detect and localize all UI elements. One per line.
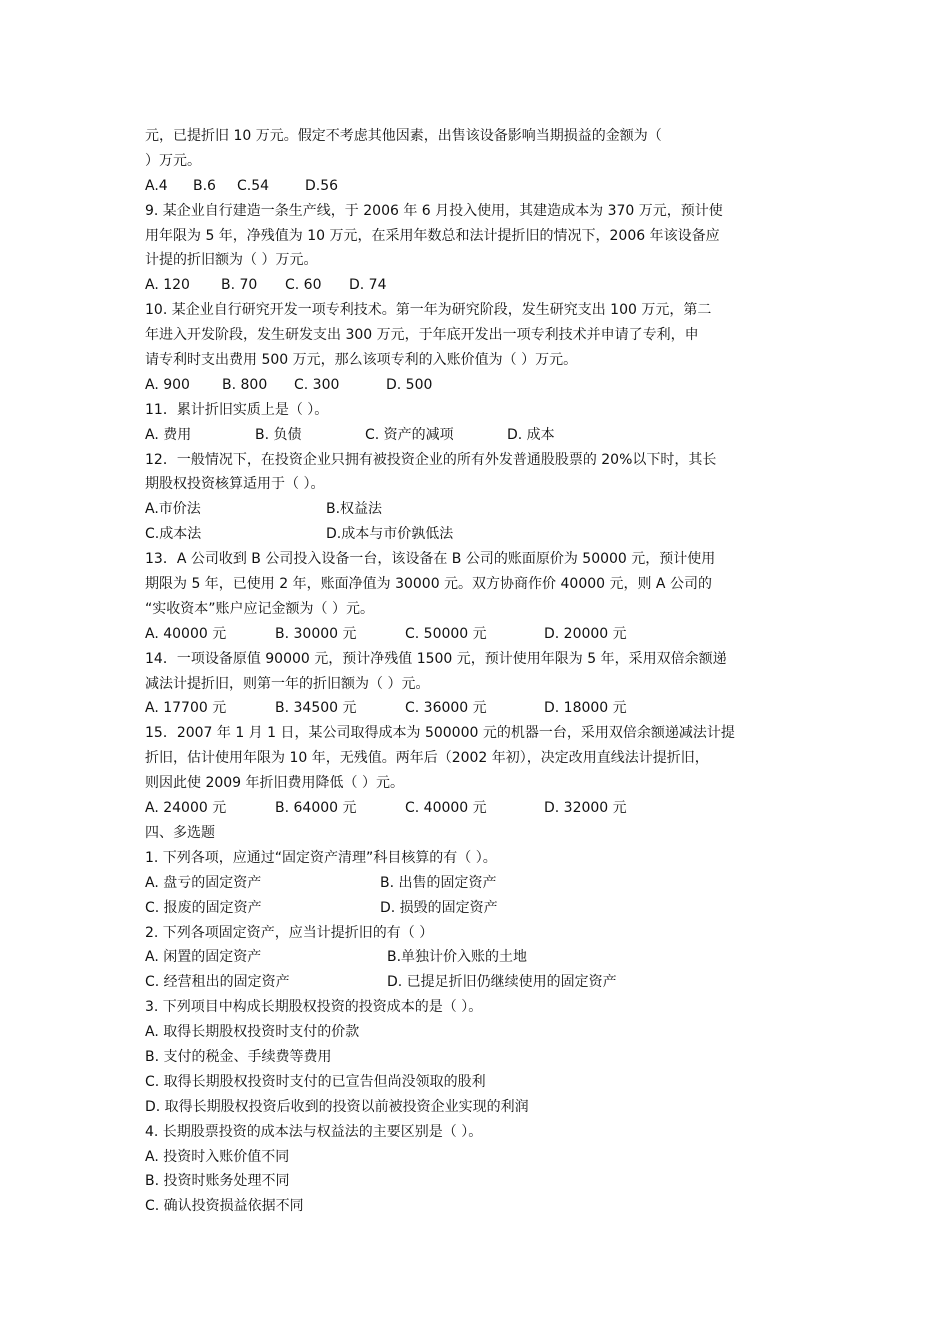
- option-c: C.54: [237, 177, 270, 194]
- option-c: C. 50000 元: [405, 625, 487, 642]
- text-line: 期限为 5 年，已使用 2 年，账面净值为 30000 元。双方协商作价 40000 元，则 A 公司的: [145, 576, 712, 593]
- options-row-q11: [145, 423, 825, 448]
- option-b: B. 70: [221, 277, 258, 294]
- option-d: D. 74: [349, 277, 387, 294]
- option-c: C.成本法: [145, 526, 202, 543]
- options-row-q12a: [145, 497, 825, 522]
- option-a: A.市价法: [145, 501, 201, 518]
- option-d: D. 20000 元: [544, 625, 627, 642]
- options-row-m2a: [145, 945, 825, 970]
- text-line: 折旧，估计使用年限为 10 年，无残值。两年后（2002 年初），决定改用直线法计提折旧，: [145, 750, 709, 767]
- option-d: D. 取得长期股权投资后收到的投资以前被投资企业实现的利润: [145, 1098, 529, 1115]
- text-line: 年进入开发阶段，发生研发支出 300 万元，于年底开发出一项专利技术并申请了专利，申: [145, 327, 699, 344]
- option-a: A. 24000 元: [145, 800, 227, 817]
- option-a: A. 取得长期股权投资时支付的价款: [145, 1024, 360, 1041]
- section-heading: 四、多选题: [145, 824, 215, 841]
- option-d: D. 500: [386, 376, 433, 393]
- option-c: C. 经营租出的固定资产: [145, 974, 290, 991]
- option-c: C. 报废的固定资产: [145, 899, 262, 916]
- option-d: D.56: [305, 177, 339, 194]
- option-d: D. 32000 元: [544, 800, 627, 817]
- option-a: A. 盘亏的固定资产: [145, 874, 262, 891]
- option-b: B. 800: [222, 376, 268, 393]
- option-c: C. 300: [294, 376, 340, 393]
- option-a: A. 40000 元: [145, 625, 227, 642]
- option-a: A. 投资时入账价值不同: [145, 1148, 290, 1165]
- document-body: [145, 124, 825, 1219]
- option-d: D. 损毁的固定资产: [380, 899, 498, 916]
- text-line: 期股权投资核算适用于（ ）。: [145, 476, 325, 493]
- option-b: B.单独计价入账的土地: [387, 949, 528, 966]
- option-b: B. 30000 元: [275, 625, 357, 642]
- option-b: B. 64000 元: [275, 800, 357, 817]
- option-c: C. 确认投资损益依据不同: [145, 1198, 304, 1215]
- option-c: C. 36000 元: [405, 700, 487, 717]
- option-d: D.成本与市价孰低法: [326, 526, 454, 543]
- multi-question-2: 2. 下列各项固定资产，应当计提折旧的有（ ）: [145, 924, 434, 941]
- options-row-q12b: [145, 522, 825, 547]
- option-a: A. 120: [145, 277, 190, 294]
- options-row-q13: [145, 622, 825, 647]
- multi-question-1: 1. 下列各项，应通过“固定资产清理”科目核算的有（ ）。: [145, 849, 497, 866]
- text-line: 计提的折旧额为（ ）万元。: [145, 252, 318, 269]
- options-row-q14: [145, 696, 825, 721]
- options-row-q15: [145, 796, 825, 821]
- option-b: B. 负债: [255, 426, 302, 443]
- option-a: A.4: [145, 177, 168, 194]
- options-row-q10: [145, 373, 825, 398]
- option-b: B.6: [193, 177, 216, 194]
- text-line: 请专利时支出费用 500 万元，那么该项专利的入账价值为（ ）万元。: [145, 352, 578, 369]
- text-line: 减法计提折旧，则第一年的折旧额为（ ）元。: [145, 675, 430, 692]
- option-a: A. 闲置的固定资产: [145, 949, 262, 966]
- option-b: B.权益法: [326, 501, 383, 518]
- option-c: C. 取得长期股权投资时支付的已宣告但尚没领取的股利: [145, 1073, 486, 1090]
- multi-question-3: 3. 下列项目中构成长期股权投资的投资成本的是（ ）。: [145, 999, 483, 1016]
- option-d: D. 已提足折旧仍继续使用的固定资产: [387, 974, 617, 991]
- option-a: A. 900: [145, 376, 190, 393]
- text-line: 则因此使 2009 年折旧费用降低（ ）元。: [145, 775, 404, 792]
- multi-question-4: 4. 长期股票投资的成本法与权益法的主要区别是（ ）。: [145, 1123, 483, 1140]
- option-c: C. 40000 元: [405, 800, 487, 817]
- option-a: A. 费用: [145, 426, 192, 443]
- option-b: B. 出售的固定资产: [380, 874, 497, 891]
- text-line: ）万元。: [145, 152, 201, 169]
- option-b: B. 支付的税金、手续费等费用: [145, 1048, 332, 1065]
- question-9: 9. 某企业自行建造一条生产线，于 2006 年 6 月投入使用，其建造成本为 370 万元，预计使: [145, 202, 723, 219]
- option-a: A. 17700 元: [145, 700, 227, 717]
- options-row-m1b: [145, 896, 825, 921]
- question-13: 13．A 公司收到 B 公司投入设备一台，该设备在 B 公司的账面原价为 50000 元，预计使用: [145, 551, 716, 568]
- question-14: 14．一项设备原值 90000 元，预计净残值 1500 元，预计使用年限为 5 年，采用双倍余额递: [145, 650, 727, 667]
- text-line: 用年限为 5 年，净残值为 10 万元，在采用年数总和法计提折旧的情况下，2006 年该设备应: [145, 227, 720, 244]
- option-c: C. 60: [285, 277, 322, 294]
- text-line: “实收资本”账户应记金额为（ ）元。: [145, 600, 374, 617]
- option-d: D. 成本: [507, 426, 555, 443]
- options-row-q8: [145, 174, 825, 199]
- options-row-q9: [145, 273, 825, 298]
- question-15: 15．2007 年 1 月 1 日，某公司取得成本为 500000 元的机器一台，采用双倍余额递减法计提: [145, 725, 735, 742]
- option-d: D. 18000 元: [544, 700, 627, 717]
- option-c: C. 资产的减项: [365, 426, 454, 443]
- text-line: 元，已提折旧 10 万元。假定不考虑其他因素，出售该设备影响当期损益的金额为（: [145, 128, 662, 144]
- question-11: 11．累计折旧实质上是（ ）。: [145, 401, 329, 418]
- option-b: B. 投资时账务处理不同: [145, 1173, 290, 1190]
- question-10: 10. 某企业自行研究开发一项专利技术。第一年为研究阶段，发生研究支出 100 万元，第二: [145, 302, 712, 319]
- option-b: B. 34500 元: [275, 700, 357, 717]
- options-row-m1a: [145, 871, 825, 896]
- options-row-m2b: [145, 970, 825, 995]
- question-12: 12．一般情况下，在投资企业只拥有被投资企业的所有外发普通股股票的 20%以下时，其长: [145, 451, 717, 468]
